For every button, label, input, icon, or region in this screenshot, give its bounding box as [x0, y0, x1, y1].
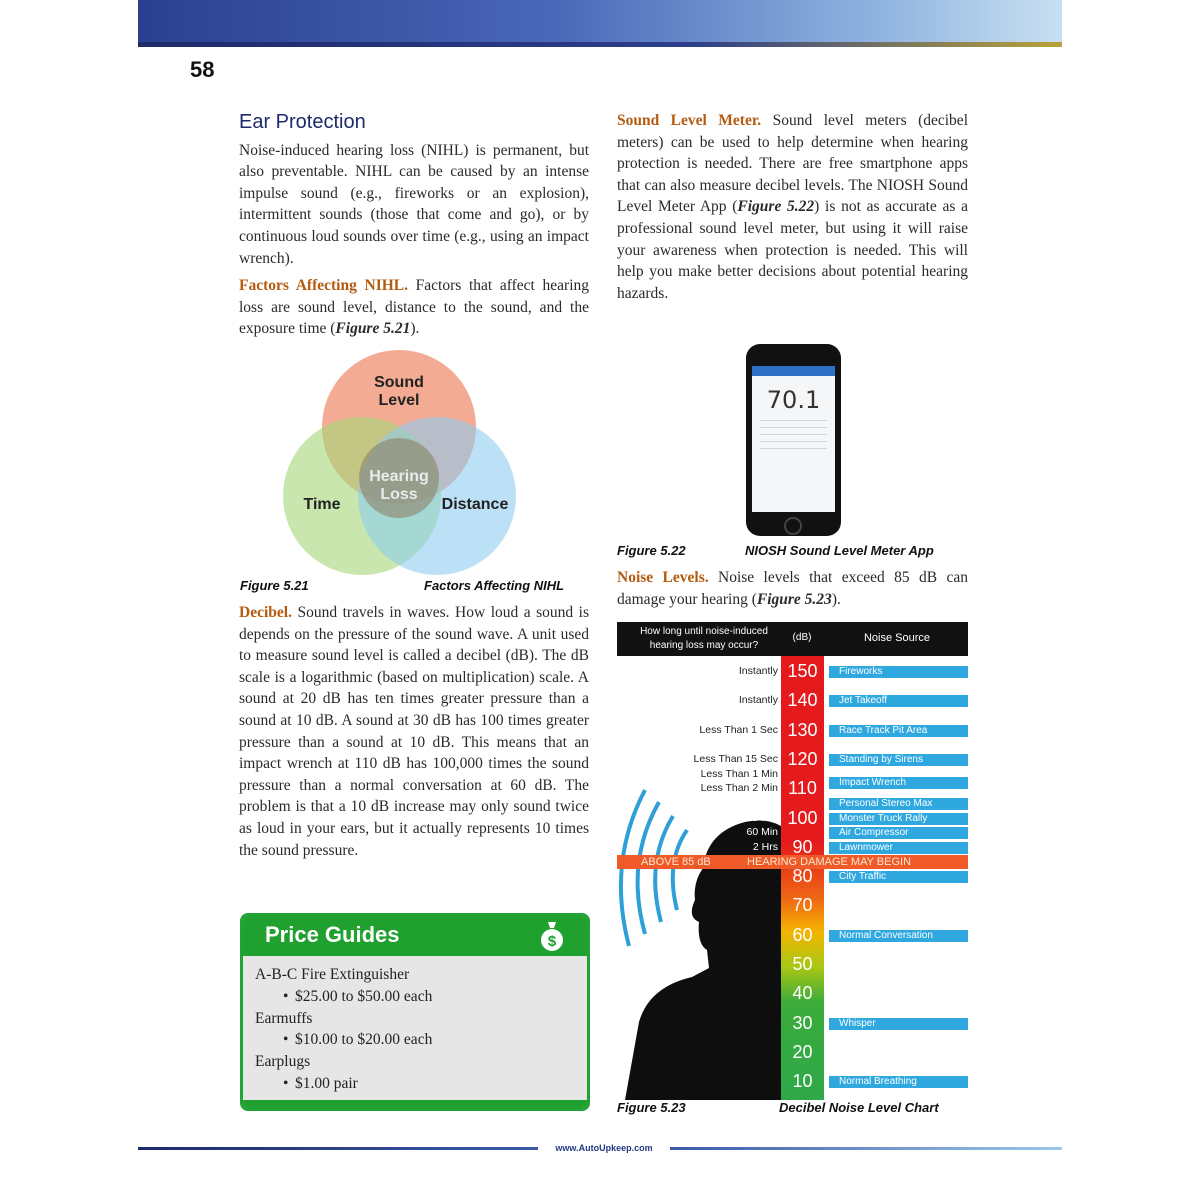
price-item-price: • $25.00 to $50.00 each	[255, 986, 575, 1008]
phone-home-button	[784, 517, 802, 535]
price-item-name: Earplugs	[255, 1053, 311, 1071]
noise-source-label: City Traffic	[829, 871, 968, 883]
price-guides-title: Price Guides	[265, 922, 400, 947]
meter-paragraph	[617, 110, 968, 304]
noise-source-label: Standing by Sirens	[829, 754, 968, 766]
exposure-time-label: 5 Min	[752, 796, 778, 809]
db-level-label: 80	[792, 866, 813, 887]
chart-header-time-line2: hearing loss may occur?	[649, 640, 759, 651]
figure-ref-5-21: Figure 5.21	[335, 320, 411, 338]
db-level-label: 130	[787, 719, 818, 740]
phone-divider	[760, 448, 827, 449]
left-column	[239, 110, 589, 346]
exposure-time-label: Instantly	[738, 694, 778, 707]
figure-5-23-title: Decibel Noise Level Chart	[779, 1100, 939, 1115]
smartphone-image	[746, 344, 841, 536]
chart-header	[617, 622, 968, 656]
venn-label-loss: Loss	[380, 486, 418, 503]
phone-screen	[752, 366, 835, 512]
exposure-time-label: 15 Min	[746, 811, 778, 824]
chart-header-time-line1: How long until noise-induced	[640, 626, 768, 637]
noise-source-label: Whisper	[829, 1018, 968, 1030]
db-level-label: 120	[787, 748, 818, 769]
noise-source-label: Air Compressor	[829, 827, 968, 839]
figure-ref-5-22: Figure 5.22	[737, 198, 815, 216]
figure-5-23-number: Figure 5.23	[617, 1100, 686, 1115]
venn-label-level: Level	[378, 392, 420, 409]
db-level-label: 70	[792, 895, 813, 916]
svg-text:$: $	[547, 933, 557, 950]
decibel-runin: Decibel.	[239, 604, 292, 621]
phone-divider	[760, 427, 827, 428]
exposure-time-label: Less Than 1 Min	[700, 767, 778, 780]
noise-source-label: Personal Stereo Max	[829, 798, 968, 810]
noise-source-label: Lawnmower	[829, 842, 968, 854]
meter-text-end: ) is not as accurate as a professional sound level meter, but using it will raise your awareness when protection is needed. This will help you make better decisions about potential hearing hazards.	[617, 198, 968, 302]
noise-section	[617, 567, 968, 616]
figure-ref-5-23: Figure 5.23	[756, 590, 832, 608]
price-guides-box	[240, 913, 590, 1111]
footer-url: www.AutoUpkeep.com	[555, 1143, 653, 1153]
price-guides-header	[243, 916, 587, 956]
db-level-label: 50	[792, 954, 813, 974]
figure-5-21-number: Figure 5.21	[240, 578, 309, 593]
phone-divider	[760, 420, 827, 421]
noise-source-label: Fireworks	[829, 666, 968, 678]
phone-divider	[760, 434, 827, 435]
noise-source-label: Race Track Pit Area	[829, 725, 968, 737]
right-column	[617, 110, 968, 310]
exposure-time-label: Instantly	[738, 665, 778, 677]
warning-damage-may-begin: HEARING DAMAGE MAY BEGIN	[747, 856, 912, 869]
noise-text: Noise levels that exceed 85 dB can damage your hearing (	[617, 569, 968, 608]
price-item-name: A-B-C Fire Extinguisher	[255, 966, 410, 983]
noise-source-label: Jet Takeoff	[829, 695, 968, 707]
header-band	[138, 0, 1062, 42]
noise-source-label: Normal Conversation	[829, 930, 968, 942]
db-level-label: 90	[792, 836, 813, 857]
db-level-label: 60	[792, 924, 813, 945]
venn-label-distance: Distance	[441, 496, 509, 513]
price-guides-list	[243, 956, 587, 1095]
header-rule	[138, 42, 1062, 47]
venn-label-sound: Sound	[374, 374, 424, 391]
exposure-time-label: 2 Hrs	[752, 840, 778, 853]
db-level-label: 10	[792, 1071, 813, 1092]
factors-text: Factors that affect hearing loss are sound level, distance to the sound, and the exposure time (	[239, 277, 589, 338]
db-level-label: 100	[787, 807, 818, 828]
money-bag-icon	[539, 920, 565, 952]
figure-5-22-title: NIOSH Sound Level Meter App	[745, 543, 934, 558]
exposure-time-label: Less Than 2 Min	[700, 782, 778, 795]
venn-label-hearing: Hearing	[369, 468, 429, 485]
ear-intro-paragraph: Noise-induced hearing loss (NIHL) is permanent, but also preventable. NIHL can be caused by an intense impulse sound (e.g., fireworks or an explosion), intermittent sounds (those that come and go), or by continuous loud sounds over time (e.g., using an impact wrench).	[239, 141, 589, 267]
page-number: 58	[190, 57, 215, 82]
noise-source-label: Impact Wrench	[829, 777, 968, 789]
meter-text: Sound level meters (decibel meters) can be used to help determine when hearing protection is needed. There are free smartphone apps that can also measure decibel levels. The NIOSH Sound Level Meter App (	[617, 112, 968, 216]
db-level-label: 110	[788, 778, 817, 799]
decibel-section	[239, 602, 589, 867]
section-heading-ear-protection: Ear Protection	[239, 111, 366, 133]
footer-rule-right	[670, 1147, 1062, 1150]
warning-above-85: ABOVE 85 dB	[641, 856, 711, 869]
phone-app-bar	[752, 366, 835, 376]
meter-runin: Sound Level Meter.	[617, 112, 762, 129]
price-guides-footer-bar	[243, 1100, 587, 1108]
exposure-time-label: 60 Min	[746, 826, 778, 839]
price-item-price: • $1.00 pair	[255, 1073, 575, 1095]
db-level-label: 40	[792, 983, 813, 1004]
db-level-label: 20	[792, 1041, 813, 1062]
noise-source-label: Monster Truck Rally	[829, 813, 968, 825]
figure-5-22-number: Figure 5.22	[617, 543, 686, 558]
factors-runin: Factors Affecting NIHL.	[239, 277, 408, 295]
chart-header-time	[619, 625, 789, 653]
figure-5-21-title: Factors Affecting NIHL	[424, 578, 565, 593]
footer-rule-left	[138, 1147, 538, 1150]
price-item-price: • $10.00 to $20.00 each	[255, 1029, 575, 1051]
noise-source-label: Normal Breathing	[829, 1076, 968, 1088]
noise-text-end: ).	[831, 590, 841, 608]
venn-diagram	[280, 350, 520, 580]
venn-label-time: Time	[303, 496, 341, 513]
chart-header-db: (dB)	[792, 632, 812, 643]
decibel-paragraph	[239, 602, 589, 861]
phone-db-reading: 70.1	[766, 386, 821, 414]
price-item-name: Earmuffs	[255, 1009, 313, 1027]
db-level-label: 30	[792, 1012, 813, 1033]
factors-paragraph	[239, 275, 589, 340]
phone-divider	[760, 441, 827, 442]
exposure-time-label: Less Than 1 Sec	[699, 723, 778, 736]
decibel-text: Sound travels in waves. How loud a sound is depends on the pressure of the sound wave. A unit used to measure sound level is called a decibel (dB). The dB scale is a logarithmic (based on multiplication) scale. A sound at 20 dB has ten times greater pressure than a sound at 10 dB. A sound at 30 dB has 100 times greater pressure than a sound at 10 dB. This means that an impact wrench at 110 dB has 100,000 times the sound pressure than a normal conversation at 60 dB. The problem is that a 10 dB increase may only sound twice as loud in your ears, but it actually represents 10 times the sound pressure.	[239, 604, 589, 859]
noise-paragraph	[617, 567, 968, 610]
db-level-label: 140	[787, 690, 818, 711]
decibel-noise-chart	[617, 622, 968, 1100]
db-level-label: 150	[787, 661, 818, 681]
noise-runin: Noise Levels.	[617, 569, 709, 586]
chart-header-source: Noise Source	[863, 632, 931, 644]
exposure-time-label: Less Than 15 Sec	[693, 752, 778, 765]
factors-end: ).	[410, 320, 420, 338]
